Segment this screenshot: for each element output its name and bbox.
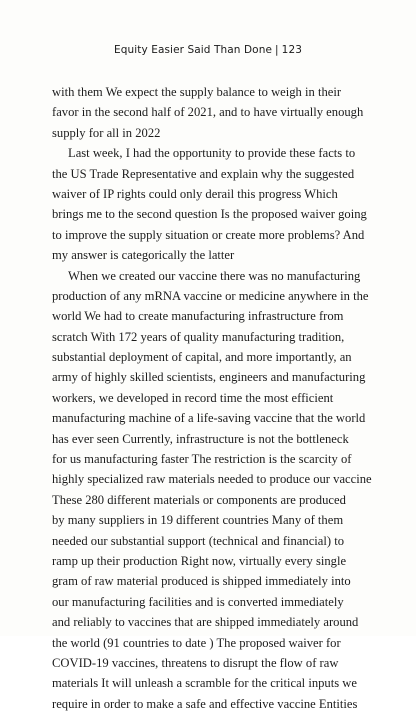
- text-line: require in order to make a safe and effective vaccine Entities: [52, 696, 358, 711]
- body-text: [52, 82, 382, 714]
- text-line: manufacturing machine of a life-saving vaccine that the world: [52, 411, 366, 426]
- header-separator: |: [275, 44, 279, 56]
- text-line: brings me to the second question Is the proposed waiver going: [52, 207, 367, 222]
- text-line: has ever seen Currently, infrastructure is not the bottleneck: [52, 431, 349, 446]
- text-line: to improve the supply situation or create more problems? And: [52, 227, 365, 242]
- text-line: by many suppliers in 19 different countries Many of them: [52, 513, 344, 528]
- page-number: 123: [281, 44, 303, 56]
- text-line: for us manufacturing faster The restriction is the scarcity of: [52, 452, 352, 467]
- text-line: army of highly skilled scientists, engineers and manufacturing: [52, 370, 366, 385]
- text-line: When we created our vaccine there was no manufacturing: [68, 268, 361, 283]
- running-title: Equity Easier Said Than Done: [113, 44, 273, 56]
- text-line: Last week, I had the opportunity to provide these facts to: [68, 146, 356, 161]
- text-line: scratch With 172 years of quality manufacturing tradition,: [52, 329, 345, 344]
- text-line: world We had to create manufacturing infrastructure from: [52, 309, 344, 324]
- text-line: supply for all in 2022: [52, 125, 161, 140]
- text-line: highly specialized raw materials needed to produce our vaccine: [52, 472, 372, 487]
- text-line: with them We expect the supply balance to weigh in their: [52, 85, 342, 99]
- text-line: favor in the second half of 2021, and to have virtually enough: [52, 105, 364, 120]
- text-line: production of any mRNA vaccine or medicine anywhere in the: [52, 288, 369, 303]
- text-line: COVID-19 vaccines, threatens to disrupt the flow of raw: [52, 655, 339, 670]
- text-line: my answer is categorically the latter: [52, 248, 235, 263]
- text-line: workers, we developed in record time the most efficient: [52, 390, 334, 405]
- text-line: materials It will unleash a scramble for the critical inputs we: [52, 676, 357, 691]
- text-line: the world (91 countries to date ) The proposed waiver for: [52, 635, 341, 650]
- paragraph: [52, 143, 382, 265]
- text-line: gram of raw material produced is shipped immediately into: [52, 574, 351, 589]
- paragraph: [52, 266, 382, 714]
- running-header: [0, 44, 416, 56]
- text-line: These 280 different materials or components are produced: [52, 492, 346, 507]
- text-line: substantial deployment of capital, and more importantly, an: [52, 350, 352, 365]
- text-line: our manufacturing facilities and is converted immediately: [52, 594, 344, 609]
- text-line: needed our substantial support (technical and financial) to: [52, 533, 345, 548]
- text-line: ramp up their production Right now, virtually every single: [52, 553, 347, 568]
- text-line: and reliably to vaccines that are shipped immediately around: [52, 615, 359, 630]
- paragraph: [52, 82, 382, 143]
- text-line: waiver of IP rights could only derail this progress Which: [52, 186, 338, 201]
- text-line: the US Trade Representative and explain why the suggested: [52, 166, 355, 181]
